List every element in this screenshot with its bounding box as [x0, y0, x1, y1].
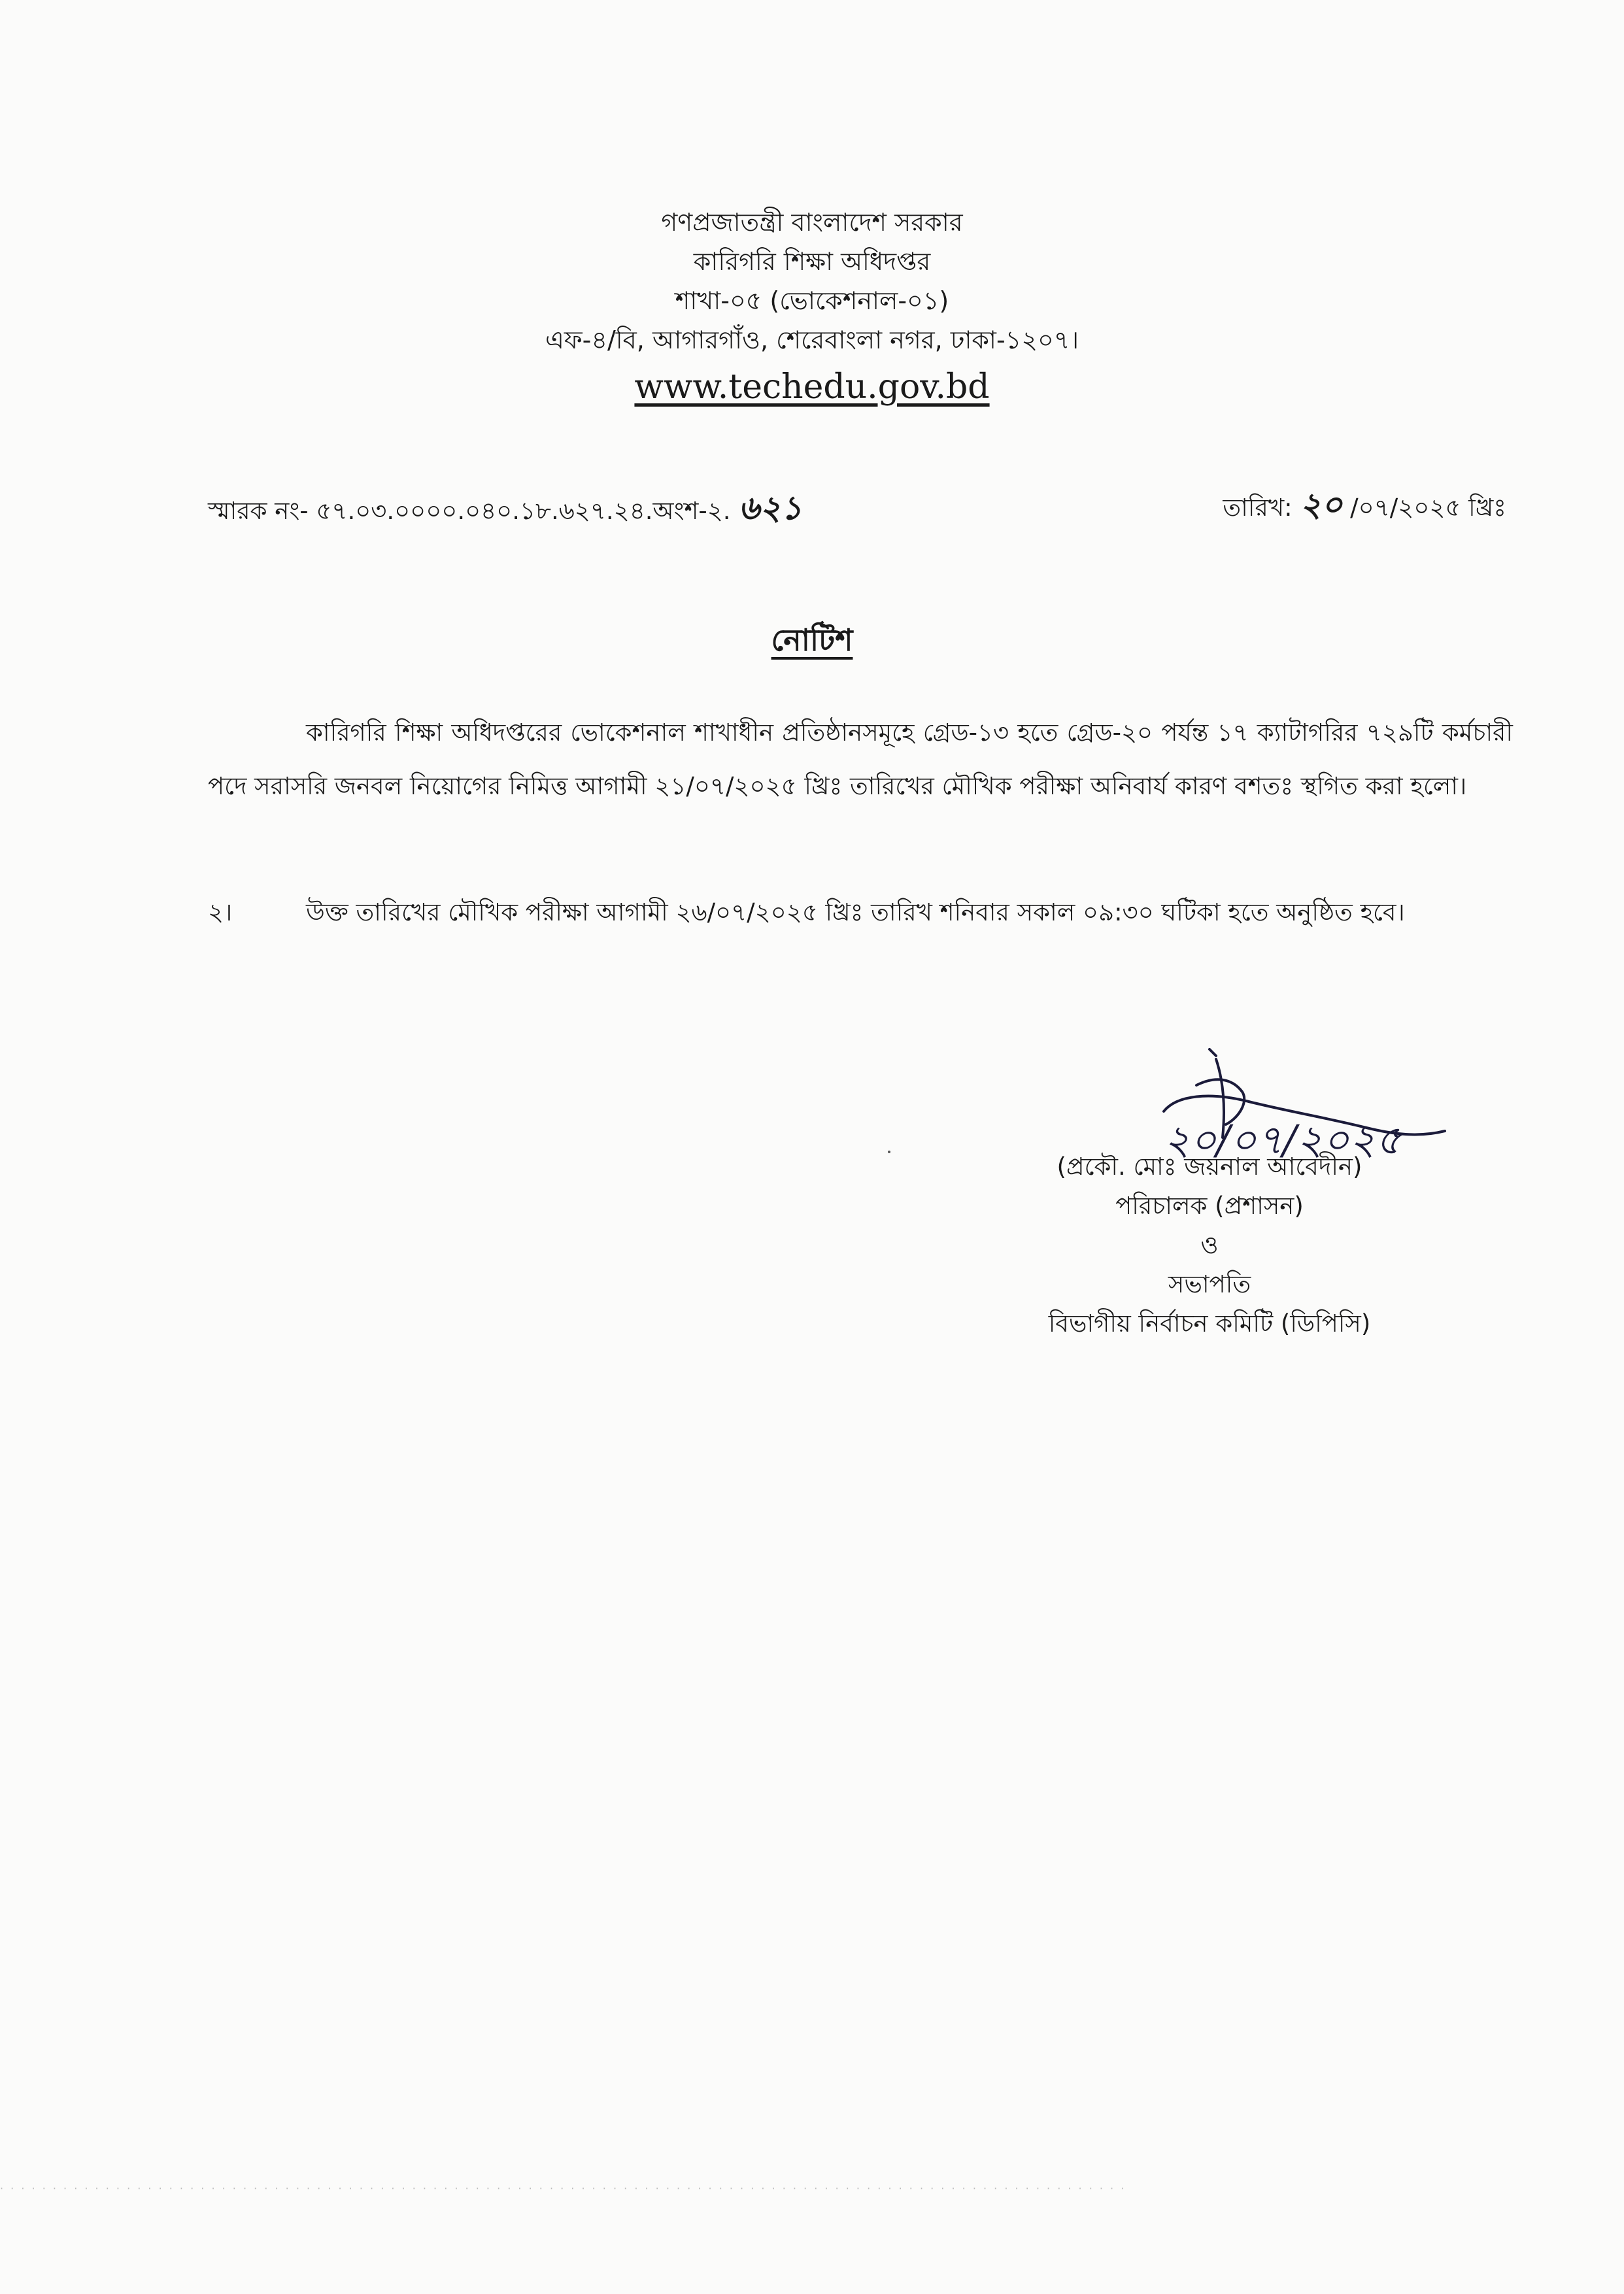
stray-mark [888, 1151, 890, 1153]
notice-paragraph-2 [208, 886, 1513, 939]
memo-number [208, 484, 802, 538]
faded-footer-strip: · · · · · · · · · · · · · · · · · · · · · · · · · · · · · · · · · · · · · · · · · · · · · · · · · · · · · · · · · · · · · · · · · · · · · · · · · · · · · · · · · · · · · · · · · · · · · · · · · · · · · · · · · · · [0, 2182, 1126, 2195]
signatory-name: (প্রকৌ. মোঃ জয়নাল আবেদীন) [1057, 1153, 1362, 1181]
signature-date: ২০/০৭/২০২৫ [1164, 1116, 1402, 1164]
date-label: তারিখ: [1223, 494, 1293, 522]
notice-paragraph-1: কারিগরি শিক্ষা অধিদপ্তরের ভোকেশনাল শাখাধীন প্রতিষ্ঠানসমূহে গ্রেড-১৩ হতে গ্রেড-২০ পর্যন্ত ১৭ ক্যাটাগরির ৭২৯টি কর্মচারী পদে সরাসরি জনবল নিয়োগের নিমিত্ত আগামী ২১/০৭/২০২৫ খ্রিঃ তারিখের মৌখিক পরীক্ষা অনিবার্য কারণ বশতঃ স্থগিত করা হলো। [208, 718, 1513, 800]
signature-image [1118, 1039, 1458, 1164]
date-handwritten-day: ২০ [1300, 485, 1343, 524]
notice-title: নোটিশ [771, 622, 853, 658]
memo-label: স্মারক নং- ৫৭.০৩.০০০০.০৪০.১৮.৬২৭.২৪.অংশ-২. [208, 497, 731, 525]
branch-name: শাখা-০৫ (ভোকেশনাল-০১) [675, 286, 949, 315]
memo-handwritten-number: ৬২১ [738, 488, 802, 527]
point-number: ২। [208, 898, 233, 926]
signatory-role: সভাপতি [1168, 1270, 1251, 1298]
signoff-block [948, 1147, 1471, 1343]
issue-date [1223, 481, 1506, 535]
letterhead [0, 203, 1624, 411]
website-link[interactable]: www.techedu.gov.bd [634, 367, 990, 407]
date-rest: /০৭/২০২৫ খ্রিঃ [1350, 494, 1506, 522]
point-text: উক্ত তারিখের মৌখিক পরীক্ষা আগামী ২৬/০৭/২০২৫ খ্রিঃ তারিখ শনিবার সকাল ০৯:৩০ ঘটিকা হতে অনুষ্ঠিত হবে। [306, 898, 1405, 926]
department-name: কারিগরি শিক্ষা অধিদপ্তর [693, 247, 931, 276]
signatory-committee: বিভাগীয় নির্বাচন কমিটি (ডিপিসি) [1048, 1309, 1371, 1338]
government-name: গণপ্রজাতন্ত্রী বাংলাদেশ সরকার [661, 208, 963, 237]
signatory-conjunction: ও [1200, 1231, 1219, 1259]
address: এফ-৪/বি, আগারগাঁও, শেরেবাংলা নগর, ঢাকা-১২০৭। [545, 326, 1079, 354]
signatory-title: পরিচালক (প্রশাসন) [1115, 1192, 1304, 1220]
